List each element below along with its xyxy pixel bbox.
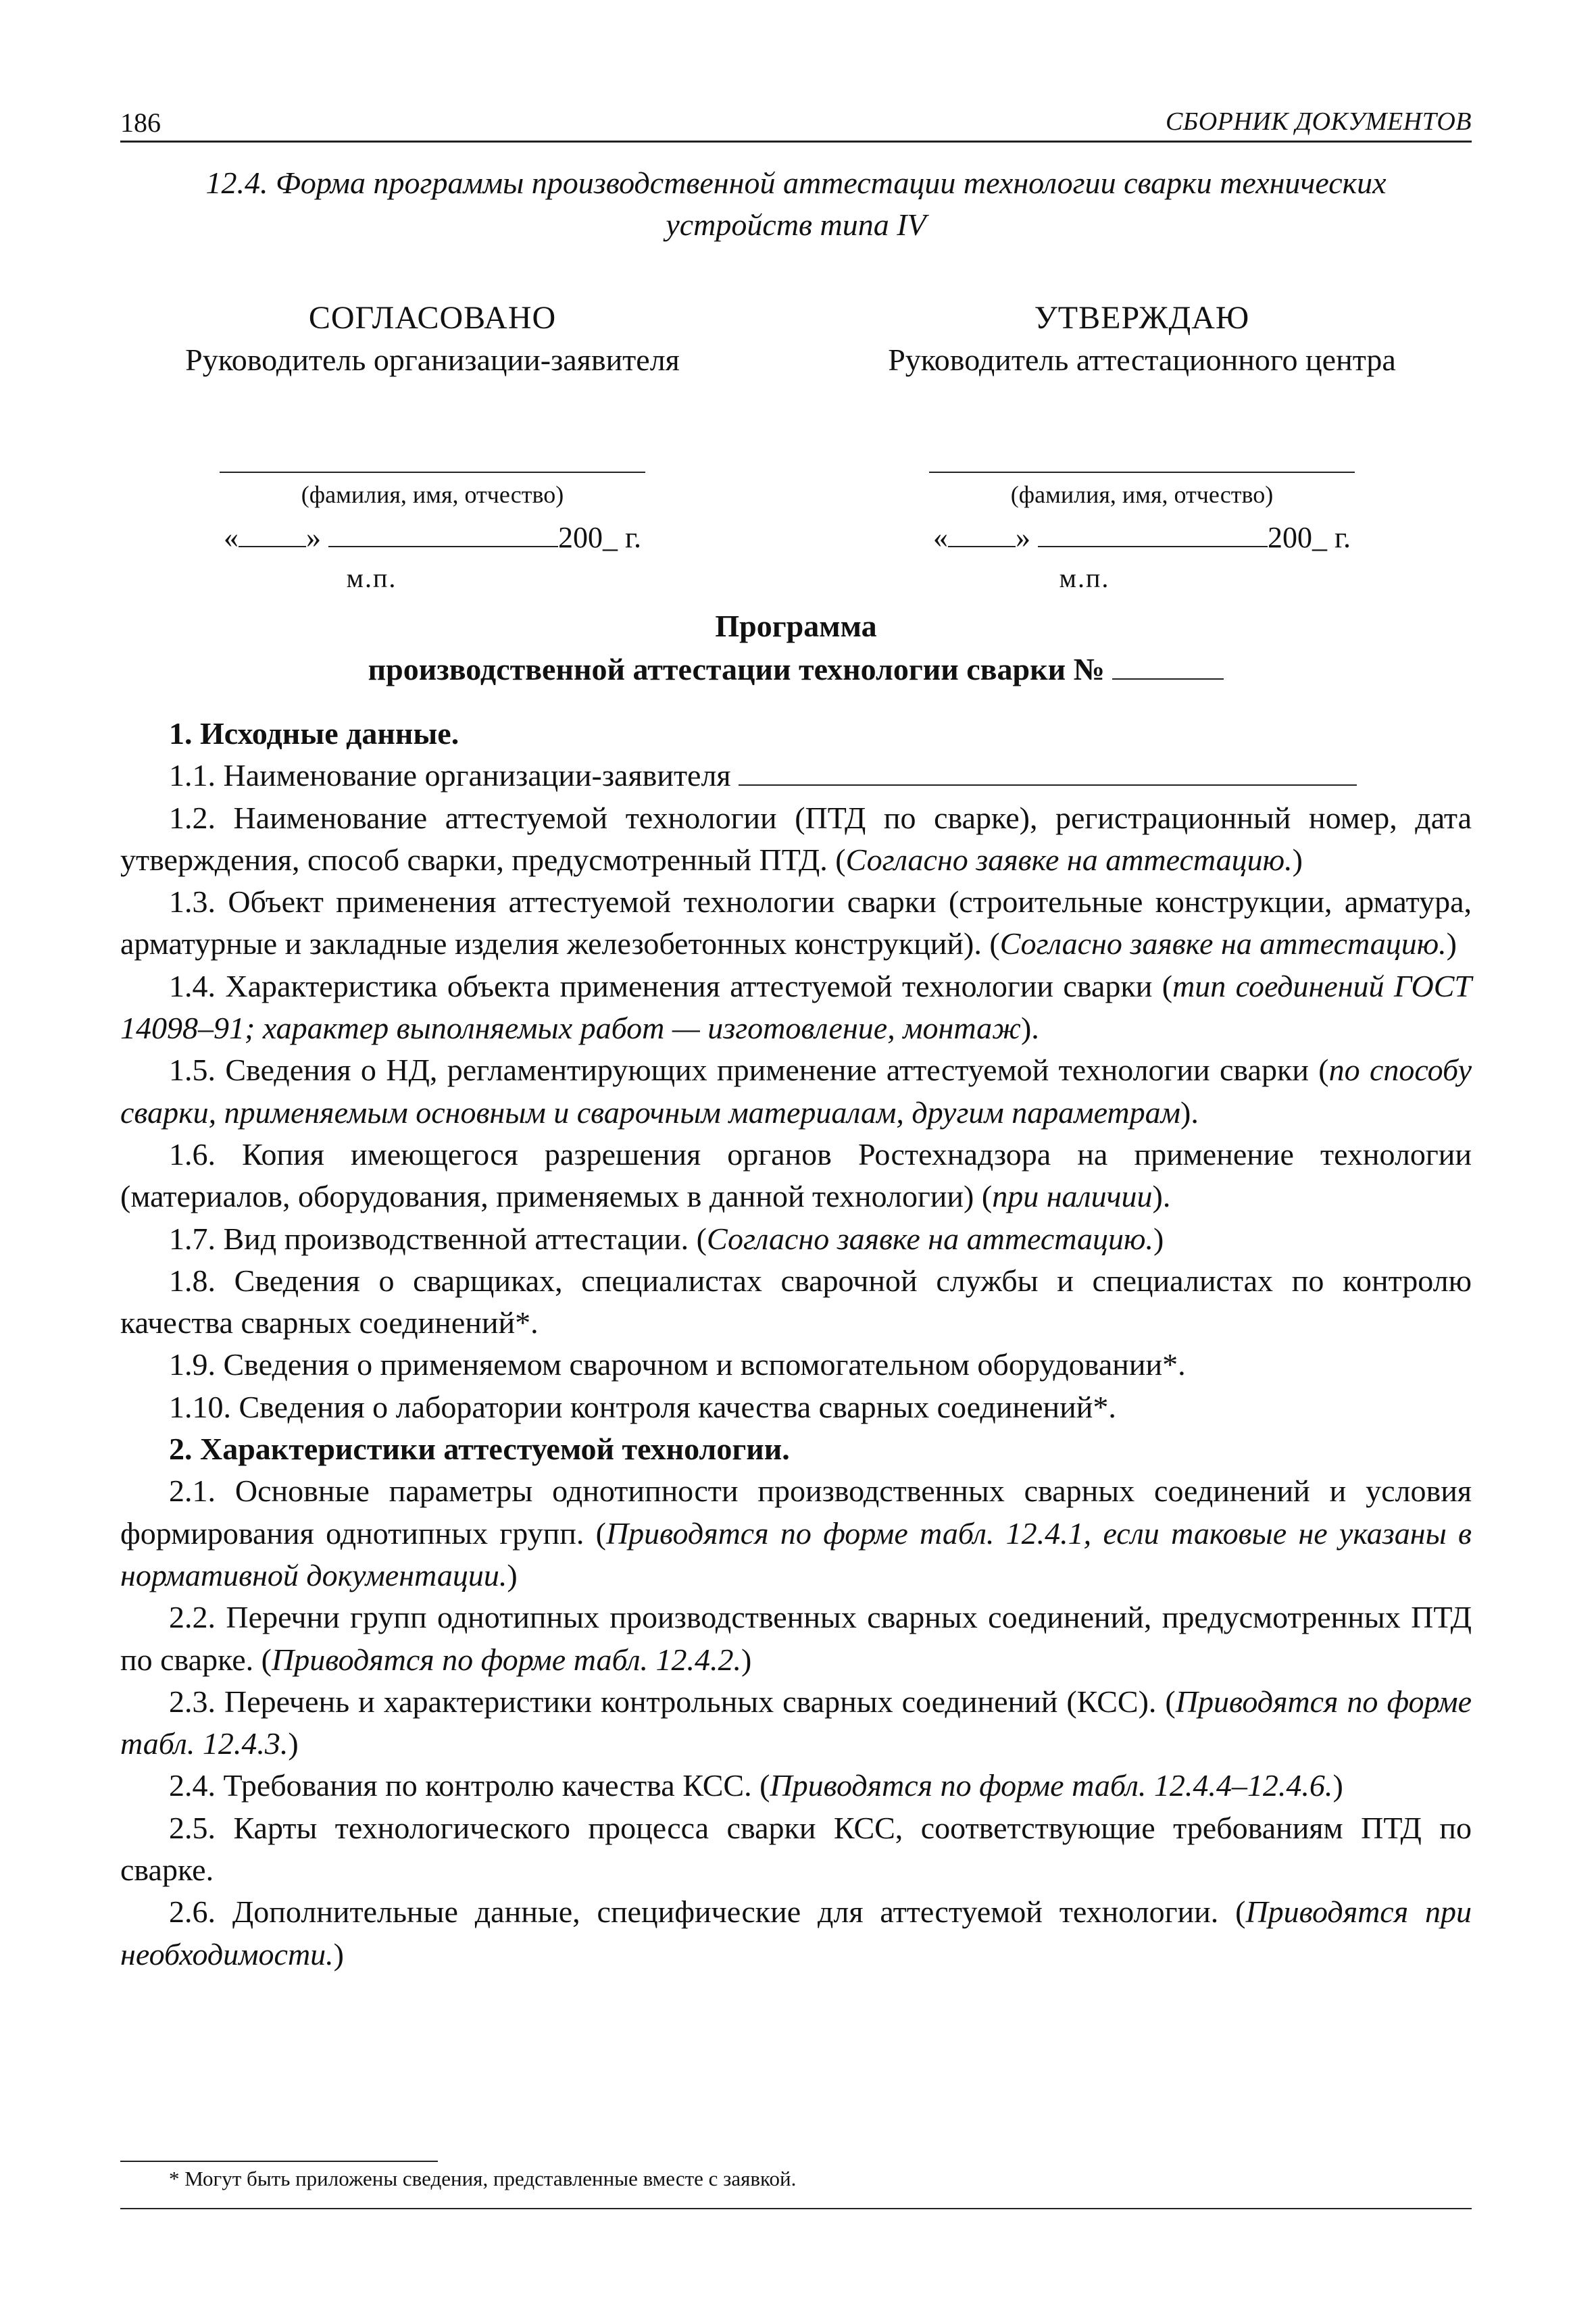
- agreed-signature-line: [220, 472, 645, 473]
- program-number-blank: [1112, 650, 1224, 680]
- approved-year: 200_ г.: [1267, 521, 1351, 554]
- program-title: Программа: [715, 609, 877, 643]
- document-body: [120, 713, 1472, 1976]
- paragraph-2-2-note: Приводятся по форме табл. 12.4.2.: [272, 1642, 742, 1677]
- paragraph-2-6-end: ): [333, 1936, 344, 1971]
- paragraph-2-3-note: Приводятся по форме табл. 12.4.3.: [120, 1684, 1472, 1761]
- paragraph-2-6-text: 2.6. Дополнительные данные, специфические для аттестуемой технологии. (: [169, 1894, 1246, 1930]
- agreed-year: 200_ г.: [557, 521, 642, 554]
- paragraph-2-1: [120, 1470, 1472, 1596]
- paragraph-1-10: 1.10. Сведения о лаборатории контроля качества сварных соединений*.: [169, 1389, 1116, 1424]
- footnote-rule: [120, 2161, 438, 2162]
- paragraph-1-4-text: 1.4. Характеристика объекта применения аттестуемой технологии сварки (: [169, 968, 1173, 1003]
- paragraph-1-3-end: ): [1446, 926, 1457, 961]
- paragraph-1-1-text: 1.1. Наименование организации-заявителя: [169, 758, 731, 793]
- paragraph-2-2-end: ): [741, 1642, 752, 1677]
- paragraph-1-6-note: при наличии: [992, 1179, 1153, 1214]
- paragraph-1-2-end: ): [1292, 842, 1303, 877]
- header-rule: [120, 141, 1472, 143]
- paragraph-1-7-end: ): [1153, 1221, 1164, 1256]
- paragraph-1-4-note: тип соединений ГОСТ 14098–91; характер выполняемых работ — изготовление, монтаж: [120, 968, 1472, 1046]
- agreed-quote-close: »: [305, 521, 321, 554]
- approved-quote-close: »: [1015, 521, 1030, 554]
- running-title: СБОРНИК ДОКУМЕНТОВ: [1165, 107, 1472, 136]
- approved-stamp-place: м.п.: [1059, 563, 1110, 593]
- approved-day-blank: [948, 519, 1016, 547]
- paragraph-2-4-text: 2.4. Требования по контролю качества КСС. (: [169, 1768, 770, 1803]
- paragraph-2-6-note: Приводятся при необходимости.: [120, 1894, 1472, 1971]
- paragraph-2-6: [120, 1891, 1472, 1976]
- approved-signature-caption: (фамилия, имя, отчество): [1010, 481, 1274, 508]
- approved-month-blank: [1038, 519, 1268, 547]
- agreed-heading: СОГЛАСОВАНО: [308, 300, 557, 336]
- section-1-heading: 1. Исходные данные.: [169, 716, 459, 751]
- paragraph-2-5: 2.5. Карты технологического процесса сварки КСС, соответствующие требованиям ПТД по сварке.: [120, 1810, 1472, 1888]
- approved-signature-line: [929, 472, 1355, 473]
- paragraph-1-7-text: 1.7. Вид производственной аттестации. (: [169, 1221, 707, 1256]
- paragraph-1-8: 1.8. Сведения о сварщиках, специалистах сварочной службы и специалистах по контролю качества сварных соединений*.: [120, 1263, 1472, 1340]
- paragraph-1-5-text: 1.5. Сведения о НД, регламентирующих применение аттестуемой технологии сварки (: [169, 1053, 1329, 1088]
- paragraph-1-3-text: 1.3. Объект применения аттестуемой технологии сварки (строительные конструкции, арматура, арматурные и закладные изделия железобетонных конструкций). (: [120, 884, 1472, 961]
- program-heading: [120, 605, 1472, 691]
- paragraph-2-4-note: Приводятся по форме табл. 12.4.4–12.4.6.: [770, 1768, 1333, 1803]
- approved-role: Руководитель аттестационного центра: [888, 343, 1396, 377]
- approved-quote-open: «: [932, 521, 948, 554]
- paragraph-2-4: [120, 1765, 1472, 1807]
- approval-block-agreed: [101, 297, 764, 594]
- approved-heading: УТВЕРЖДАЮ: [1034, 300, 1250, 336]
- paragraph-1-6: [120, 1134, 1472, 1218]
- paragraph-1-6-text: 1.6. Копия имеющегося разрешения органов Ростехнадзора на применение технологии (материалов, оборудования, применяемых в данной технологии) (: [120, 1136, 1472, 1214]
- paragraph-1-4-end: ).: [1020, 1011, 1039, 1046]
- approved-date-line: [811, 519, 1473, 557]
- paragraph-2-2-text: 2.2. Перечни групп однотипных производственных сварных соединений, предусмотренных ПТД по сварке. (: [120, 1600, 1472, 1677]
- paragraph-1-6-end: ).: [1152, 1179, 1171, 1214]
- paragraph-1-3: [120, 881, 1472, 965]
- paragraph-1-2-text: 1.2. Наименование аттестуемой технологии (ПТД по сварке), регистрационный номер, дата утверждения, способ сварки, предусмотренный ПТД. (: [120, 800, 1472, 877]
- paragraph-2-2: [120, 1596, 1472, 1681]
- section-title-line-2: устройств типа IV: [666, 207, 926, 242]
- approval-block-approved: [811, 297, 1473, 594]
- program-subtitle-line: [120, 648, 1472, 691]
- applicant-name-blank: [739, 757, 1357, 786]
- paragraph-1-5-note: по способу сварки, применяемым основным и сварочным материалам, другим параметрам: [120, 1053, 1472, 1130]
- paragraph-2-3: [120, 1681, 1472, 1765]
- agreed-role: Руководитель организации-заявителя: [185, 343, 680, 377]
- section-2-heading: 2. Характеристики аттестуемой технологии.: [169, 1432, 790, 1467]
- paragraph-1-7-note: Согласно заявке на аттестацию.: [707, 1221, 1153, 1256]
- paragraph-1-3-note: Согласно заявке на аттестацию.: [999, 926, 1447, 961]
- agreed-month-blank: [328, 519, 558, 547]
- program-subtitle: производственной аттестации технологии сварки №: [368, 652, 1105, 686]
- page-number: 186: [120, 107, 161, 138]
- paragraph-2-1-text: 2.1. Основные параметры однотипности производственных сварных соединений и условия формирования однотипных групп. (: [120, 1474, 1472, 1551]
- paragraph-2-3-end: ): [288, 1726, 299, 1761]
- agreed-signature-caption: (фамилия, имя, отчество): [301, 481, 564, 508]
- section-title: [120, 162, 1472, 246]
- paragraph-1-2: [120, 797, 1472, 882]
- paragraph-1-9: 1.9. Сведения о применяемом сварочном и вспомогательном оборудовании*.: [169, 1347, 1186, 1382]
- paragraph-2-4-end: ): [1332, 1768, 1343, 1803]
- bottom-rule: [120, 2208, 1472, 2209]
- agreed-day-blank: [239, 519, 306, 547]
- paragraph-1-2-note: Согласно заявке на аттестацию.: [845, 842, 1293, 877]
- section-title-line-1: 12.4. Форма программы производственной аттестации технологии сварки технических: [205, 166, 1387, 200]
- paragraph-1-7: [120, 1218, 1472, 1260]
- running-header: [120, 101, 1472, 142]
- paragraph-2-3-text: 2.3. Перечень и характеристики контрольных сварных соединений (КСС). (: [169, 1684, 1176, 1719]
- paragraph-1-1: [120, 755, 1472, 797]
- footnote: * Могут быть приложены сведения, представленные вместе с заявкой.: [169, 2167, 797, 2190]
- paragraph-2-1-end: ): [507, 1557, 518, 1592]
- agreed-date-line: [101, 519, 764, 557]
- paragraph-1-4: [120, 965, 1472, 1050]
- paragraph-2-1-note: Приводятся по форме табл. 12.4.1, если таковые не указаны в нормативной документации.: [120, 1515, 1472, 1592]
- agreed-stamp-place: м.п.: [346, 563, 397, 593]
- agreed-quote-open: «: [223, 521, 239, 554]
- paragraph-1-5-end: ).: [1180, 1095, 1199, 1130]
- paragraph-1-5: [120, 1049, 1472, 1134]
